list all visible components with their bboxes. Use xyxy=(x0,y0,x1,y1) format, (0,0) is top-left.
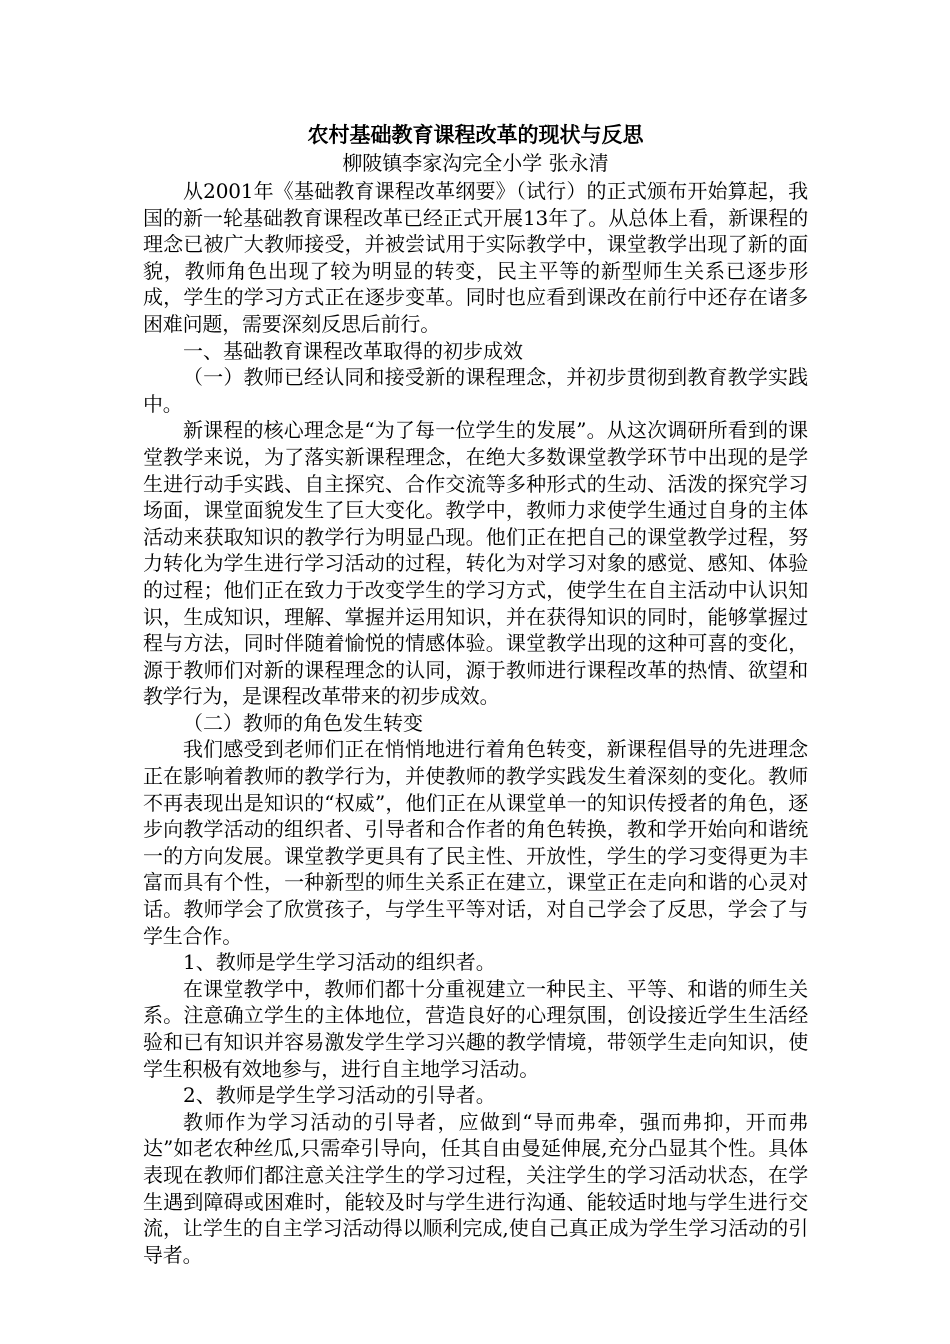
subsection-heading-2: （二）教师的角色发生转变 xyxy=(183,710,423,735)
document-page xyxy=(143,120,808,1268)
paragraph-core-concept: 新课程的核心理念是“为了每一位学生的发展”。从这次调研所看到的课堂教学来说，为了落实新课程理念，在绝大多数课堂教学环节中出现的是学生进行动手实践、自主探究、合作交流等多种形式的生动、活泼的探究学习场面，课堂面貌发生了巨大变化。教学中，教师力求使学生通过自身的主体活动来获取知识的教学行为明显凸现。他们正在把自己的课堂教学过程，努力转化为学生进行学习活动的过程，转化为对学习对象的感觉、感知、体验的过程；他们正在致力于改变学生的学习方式，使学生在自主活动中认识知识，生成知识，理解、掌握并运用知识，并在获得知识的同时，能够掌握过程与方法，同时伴随着愉悦的情感体验。课堂教学出现的这种可喜的变化，源于教师们对新的课程理念的认同，源于教师进行课程改革的热情、欲望和教学行为，是课程改革带来的初步成效。 xyxy=(143,418,808,709)
paragraph-organizer: 在课堂教学中，教师们都十分重视建立一种民主、平等、和谐的师生关系。注意确立学生的主体地位，营造良好的心理氛围，创设接近学生生活经验和已有知识并容易激发学生学习兴趣的教学情境，带领学生走向知识，使学生积极有效地参与，进行自主地学习活动。 xyxy=(143,976,808,1081)
paragraph-role-change: 我们感受到老师们正在悄悄地进行着角色转变，新课程倡导的先进理念正在影响着教师的教学行为，并使教师的教学实践发生着深刻的变化。教师不再表现出是知识的“权威”，他们正在从课堂单一的知识传授者的角色，逐步向教学活动的组织者、引导者和合作者的角色转换，教和学开始向和谐统一的方向发展。课堂教学更具有了民主性、开放性，学生的学习变得更为丰富而具有个性，一种新型的师生关系正在建立，课堂正在走向和谐的心灵对话。教师学会了欣赏孩子，与学生平等对话，对自己学会了反思，学会了与学生合作。 xyxy=(143,737,808,948)
document-author: 柳陂镇李家沟完全小学 张永清 xyxy=(342,151,609,175)
document-title: 农村基础教育课程改革的现状与反思 xyxy=(307,122,644,147)
section-heading-1: 一、基础教育课程改革取得的初步成效 xyxy=(183,338,523,363)
point-heading-2: 2、教师是学生学习活动的引导者。 xyxy=(183,1083,496,1108)
point-heading-1: 1、教师是学生学习活动的组织者。 xyxy=(183,950,496,975)
subsection-heading-1: （一）教师已经认同和接受新的课程理念，并初步贯彻到教育教学实践中。 xyxy=(143,365,808,416)
paragraph-intro: 从2001年《基础教育课程改革纲要》（试行）的正式颁布开始算起，我国的新一轮基础教育课程改革已经正式开展13年了。从总体上看，新课程的理念已被广大教师接受，并被尝试用于实际教学中，课堂教学出现了新的面貌，教师角色出现了较为明显的转变，民主平等的新型师生关系已逐步形成，学生的学习方式正在逐步变革。同时也应看到课改在前行中还存在诸多困难问题，需要深刻反思后前行。 xyxy=(143,179,808,336)
paragraph-guide: 教师作为学习活动的引导者，应做到“导而弗牵，强而弗抑，开而弗达”如老农种丝瓜,只需牵引导向，任其自由曼延伸展,充分凸显其个性。具体表现在教师们都注意关注学生的学习过程，关注学生的学习活动状态，在学生遇到障碍或困难时，能较及时与学生进行沟通、能较适时地与学生进行交流，让学生的自主学习活动得以顺利完成,使自己真正成为学生学习活动的引导者。 xyxy=(143,1109,808,1267)
